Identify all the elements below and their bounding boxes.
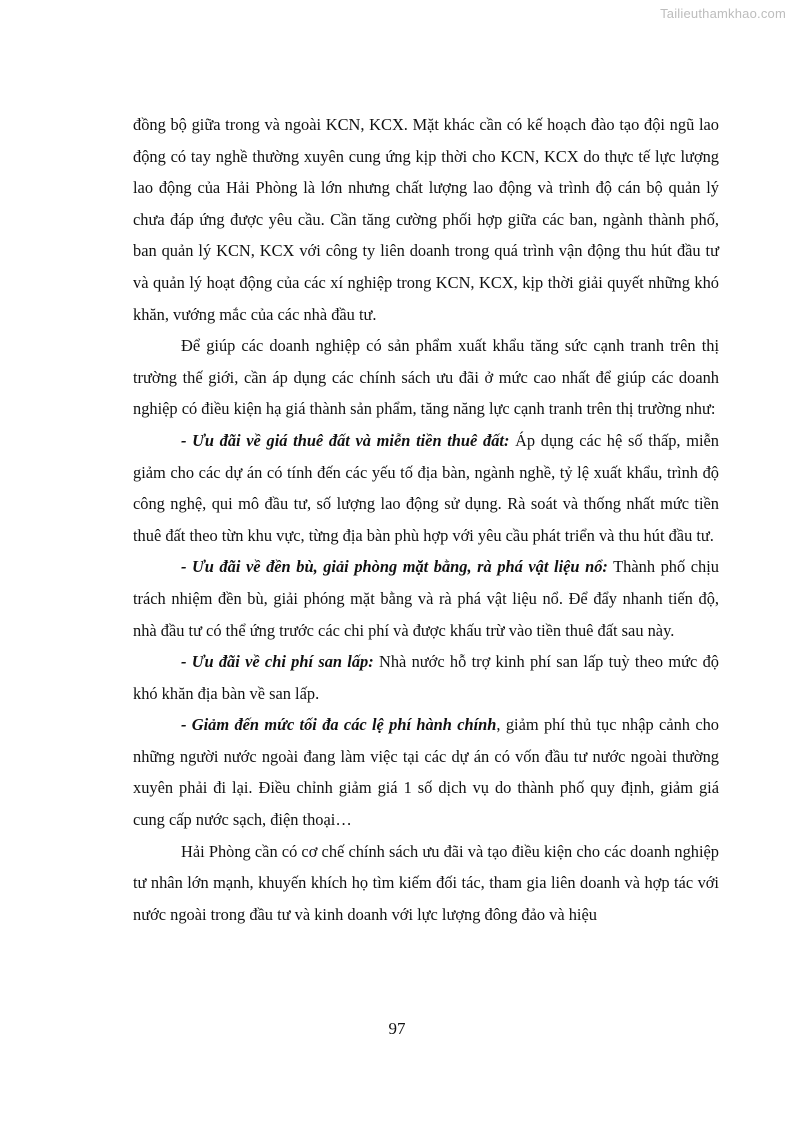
paragraph-lead: - Ưu đãi về chi phí san lấp: [181,652,374,672]
paragraph-text: đồng bộ giữa trong và ngoài KCN, KCX. Mặt khác cần có kế hoạch đào tạo đội ngũ lao động có tay nghề thường xuyên cung ứng kịp thời cho KCN, KCX do thực tế lực lượng lao động của Hải Phòng là lớn nhưng chất lượng lao động và trình độ cán bộ quản lý chưa đáp ứng được yêu cầu. Cần tăng cường phối hợp giữa các ban, ngành thành phố, ban quản lý KCN, KCX với công ty liên doanh trong quá trình vận động thu hút đầu tư và quản lý hoạt động của các xí nghiệp trong KCN, KCX, kịp thời giải quyết những khó khăn, vướng mắc của các nhà đầu tư. [133,115,719,324]
paragraph-text: Áp dụng các hệ số thấp, miễn giảm cho các dự án có tính đến các yếu tố địa bàn, ngành nghề, tỷ lệ xuất khẩu, trình độ công nghệ, qui mô đầu tư, số lượng lao động sử dụng. Rà soát và thống nhất mức tiền thuê đất theo từn khu vực, từng địa bàn phù hợp với yêu cầu phát triển và thu hút đầu tư. [133,430,719,545]
paragraph-text: Nhà nước hỗ trợ kinh phí san lấp tuỳ theo mức độ khó khăn địa bàn về san lấp. [133,652,719,703]
paragraph-land-rent [133,425,719,551]
paragraph-continuation [133,109,719,330]
page-number: 97 [388,1019,406,1038]
watermark: Tailieuthamkhao.com [660,6,786,21]
paragraph-compensation [133,551,719,646]
paragraph-lead: - Giảm đến mức tối đa các lệ phí hành chính [181,715,497,735]
paragraph-private-enterprise [133,836,719,931]
paragraph-admin-fees [133,709,719,835]
paragraph-text: Để giúp các doanh nghiệp có sản phẩm xuất khẩu tăng sức cạnh tranh trên thị trường thế giới, cần áp dụng các chính sách ưu đãi ở mức cao nhất để giúp các doanh nghiệp có điều kiện hạ giá thành sản phẩm, tăng năng lực cạnh tranh trên thị trường như: [133,336,719,419]
paragraph-text: Hải Phòng cần có cơ chế chính sách ưu đãi và tạo điều kiện cho các doanh nghiệp tư nhân lớn mạnh, khuyến khích họ tìm kiếm đối tác, tham gia liên doanh và hợp tác với nước ngoài trong đầu tư và kinh doanh với lực lượng đông đảo và hiệu [133,841,719,924]
paragraph-text: Thành phố chịu trách nhiệm đền bù, giải phóng mặt bằng và rà phá vật liệu nổ. Để đẩy nhanh tiến độ, nhà đầu tư có thể ứng trước các chi phí và được khấu trừ vào tiền thuê đất sau này. [133,557,719,640]
paragraph-intro [133,330,719,425]
paragraph-lead: - Ưu đãi về giá thuê đất và miễn tiền thuê đất: [181,430,510,450]
paragraph-lead: - Ưu đãi về đền bù, giải phòng mặt bằng, rà phá vật liệu nổ: [181,557,608,577]
paragraph-leveling-cost [133,646,719,709]
paragraph-text: , giảm phí thủ tục nhập cảnh cho những người nước ngoài đang làm việc tại các dự án có vốn đầu tư nước ngoài thường xuyên phải đi lại. Điều chỉnh giảm giá 1 số dịch vụ do thành phố quy định, giảm giá cung cấp nước sạch, điện thoại… [133,715,719,830]
document-body [133,109,719,930]
